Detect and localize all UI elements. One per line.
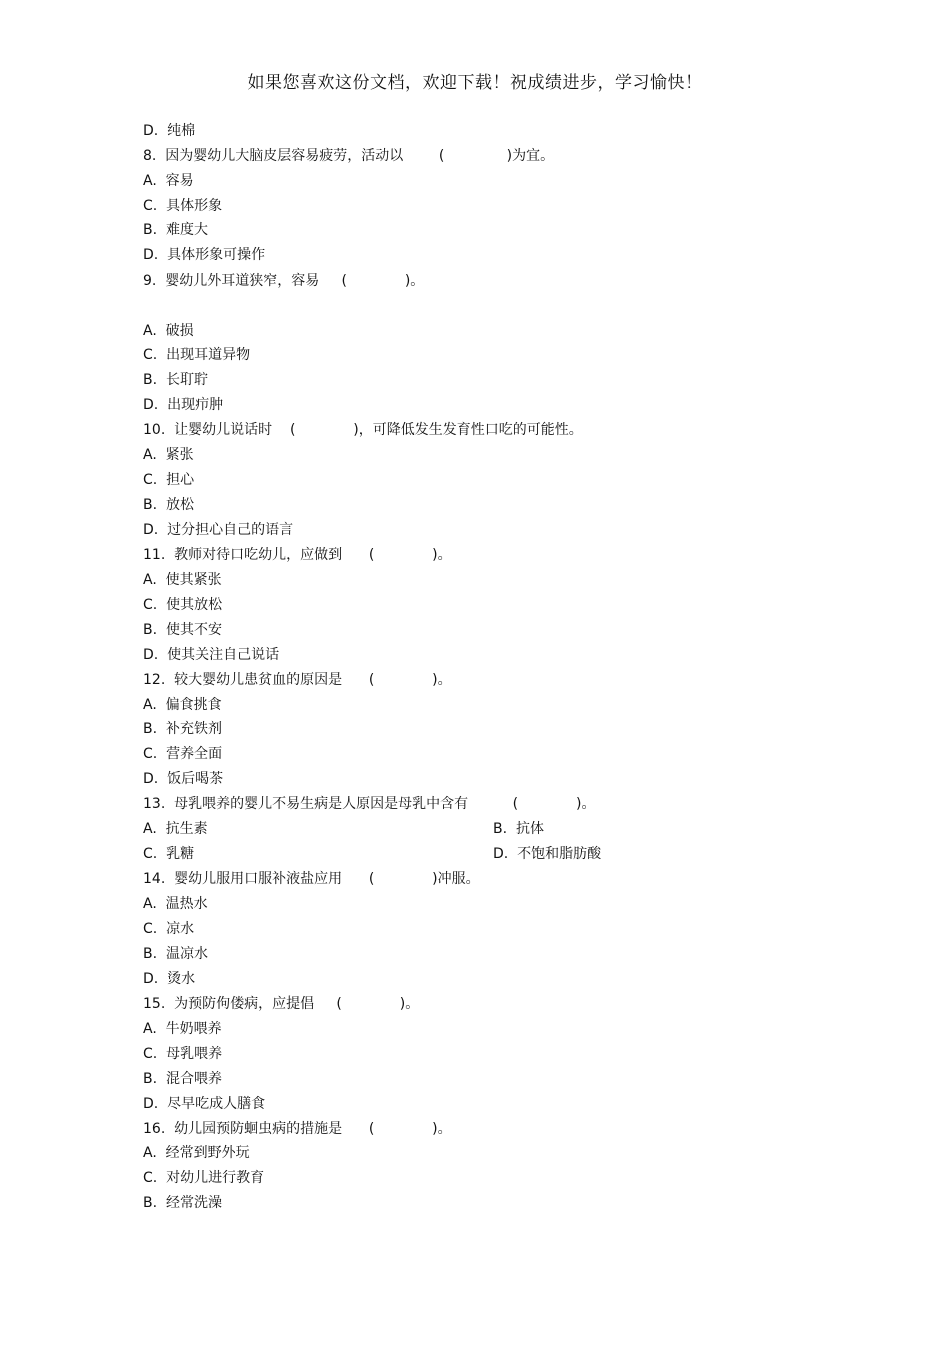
option-row: A. 抗生素 B. 抗体: [143, 821, 544, 837]
option-line: C. 出现耳道异物: [143, 347, 251, 363]
option-line: D. 烫水: [143, 971, 196, 987]
option-line: B. 长耵聍: [143, 372, 208, 388]
option-line: A. 温热水: [143, 896, 208, 912]
question-15: 15. 为预防佝偻病，应提倡 ( )。: [143, 996, 420, 1012]
option-line: A. 牛奶喂养: [143, 1021, 222, 1037]
option-right: D. 不饱和脂肪酸: [493, 846, 602, 862]
option-line: C. 营养全面: [143, 746, 223, 762]
option-line: D. 饭后喝茶: [143, 771, 224, 787]
text-line: D. 纯棉: [143, 123, 196, 139]
option-line: A. 偏食挑食: [143, 697, 222, 713]
option-line: A. 破损: [143, 323, 194, 339]
option-line: B. 难度大: [143, 222, 208, 238]
option-line: B. 温凉水: [143, 946, 208, 962]
option-row: C. 乳糖 D. 不饱和脂肪酸: [143, 846, 602, 862]
option-line: B. 补充铁剂: [143, 721, 222, 737]
option-line: B. 使其不安: [143, 622, 222, 638]
option-right: B. 抗体: [493, 821, 544, 837]
option-line: D. 使其关注自己说话: [143, 647, 280, 663]
option-line: D. 尽早吃成人膳食: [143, 1096, 266, 1112]
option-line: C. 对幼儿进行教育: [143, 1170, 265, 1186]
question-14: 14. 婴幼儿服用口服补液盐应用 ( )冲服。: [143, 871, 480, 887]
question-9: 9. 婴幼儿外耳道狭窄，容易 ( )。: [143, 273, 425, 289]
option-line: B. 经常洗澡: [143, 1195, 222, 1211]
option-line: D. 过分担心自己的语言: [143, 522, 294, 538]
option-line: A. 经常到野外玩: [143, 1145, 250, 1161]
question-11: 11. 教师对待口吃幼儿，应做到 ( )。: [143, 547, 452, 563]
option-line: C. 凉水: [143, 921, 195, 937]
question-16: 16. 幼儿园预防蛔虫病的措施是 ( )。: [143, 1121, 452, 1137]
option-line: C. 母乳喂养: [143, 1046, 223, 1062]
option-line: D. 出现疖肿: [143, 397, 224, 413]
question-12: 12. 较大婴幼儿患贫血的原因是 ( )。: [143, 672, 452, 688]
option-line: A. 紧张: [143, 447, 194, 463]
question-10: 10. 让婴幼儿说话时 ( )，可降低发生发育性口吃的可能性。: [143, 422, 583, 438]
option-line: C. 具体形象: [143, 198, 223, 214]
question-8: 8. 因为婴幼儿大脑皮层容易疲劳，活动以 ( )为宜。: [143, 148, 555, 164]
option-line: B. 放松: [143, 497, 194, 513]
option-line: B. 混合喂养: [143, 1071, 222, 1087]
option-line: C. 使其放松: [143, 597, 223, 613]
option-line: A. 容易: [143, 173, 194, 189]
option-line: C. 担心: [143, 472, 195, 488]
question-13: 13. 母乳喂养的婴儿不易生病是人原因是母乳中含有 ( )。: [143, 796, 596, 812]
page-header: 如果您喜欢这份文档，欢迎下载！祝成绩进步，学习愉快！: [247, 73, 703, 93]
option-line: A. 使其紧张: [143, 572, 222, 588]
option-line: D. 具体形象可操作: [143, 247, 266, 263]
